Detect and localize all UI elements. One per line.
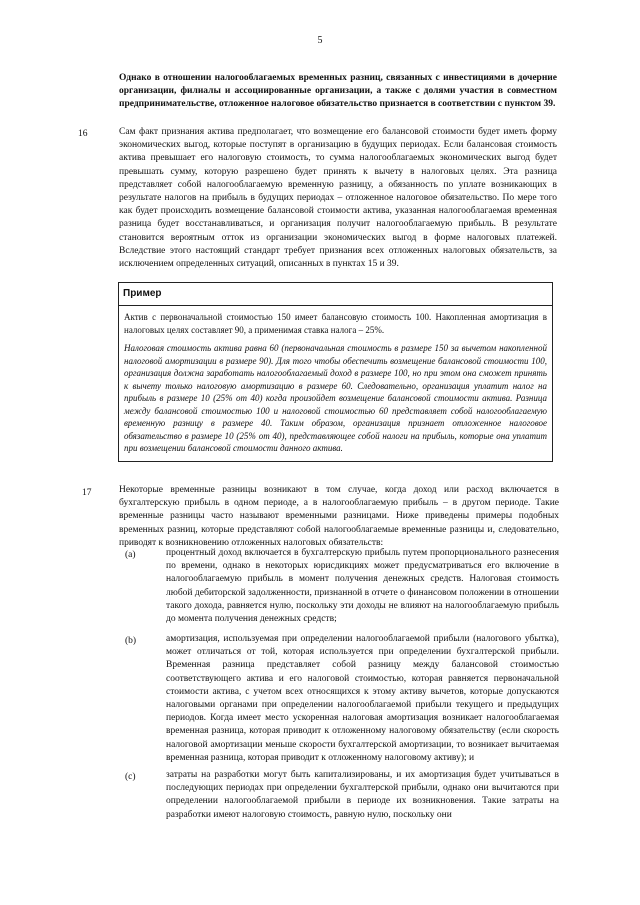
item-text-b: амортизация, используемая при определении налогооблагаемой прибыли (налогового убытка), может отличаться от той, которая используется при определении бухгалтерской прибыли. Временная разница представляет собой разницу между балансовой стоимостью соответствующего актива и его налоговой стоимостью, которая равняется первоначальной стоимости актива, с учетом всех относящихся к этому активу вычетов, которые допускаются налоговыми органами при определении налогооблагаемой прибыли текущего и предыдущих периодов. Когда имеет место ускоренная налоговая амортизация возникает налогооблагаемая временная разница, которая приводит к отложенному налоговому обязательству (если скорость налоговой амортизации меньше скорости бухгалтерской амортизации, то возникает вычитаемая временная разница, которая приводит к отложенному налоговому активу); и [166, 634, 559, 763]
example-explanation: Налоговая стоимость актива равна 60 (первоначальная стоимость в размере 150 за вычетом накопленной налоговой амортизации в размере 90). Для того чтобы обеспечить возмещение балансовой стоимости 100, организация должна заработать налогооблагаемый доход в размере 100, но при этом она сможет принять к вычету только налоговую амортизацию в размере 60. Следовательно, организация уплатит налог на прибыль в размере 10 (25% от 40) когда произойдет возмещение балансовой стоимости актива. Разница между балансовой стоимостью 100 и налоговой стоимостью 60 представляет собой налогооблагаемую временную разницу в размере 40. Таким образом, организация признает отложенное налоговое обязательство в размере 10 (25% от 40), представляющее собой налоги на прибыль, которые она уплатит при возмещении балансовой стоимости данного актива. [124, 343, 547, 453]
example-body [119, 306, 552, 455]
example-box [118, 282, 553, 462]
item-label-c: (c) [125, 772, 136, 782]
item-label-a: (a) [125, 550, 136, 560]
item-text-c: затраты на разработки могут быть капитализированы, и их амортизация будет учитываться в последующих периодах при определении бухгалтерской прибыли, однако они вычитаются при определении налогооблагаемой прибыли в периоде их возникновения. Такие затраты на разработки имеют налоговую стоимость, равную нулю, поскольку они [166, 770, 559, 820]
paragraph-number-17: 17 [82, 488, 92, 498]
paragraph-17-text: Некоторые временные разницы возникают в том случае, когда доход или расход включается в бухгалтерскую прибыль в одном периоде, а в налогооблагаемую прибыль – в другом периоде. Такие временные разницы часто называют временными разницами. Ниже приведены примеры подобных временных разниц, которые представляют собой налогооблагаемые временные разницы и, следовательно, приводят к возникновению отложенных налоговых обязательств: [119, 485, 559, 548]
section-heading: Однако в отношении налогооблагаемых временных разниц, связанных с инвестициями в дочерние организации, филиалы и ассоциированные организации, а также с долями участия в совместном предпринимательстве, отложенное налоговое обязательство признается в соответствии с пунктом 39. [119, 73, 557, 109]
paragraph-16-text: Сам факт признания актива предполагает, что возмещение его балансовой стоимости будет иметь форму экономических выгод, которые поступят в организацию в будущих периодах. Если балансовая стоимость актива превышает его налоговую стоимость, то сумма налогооблагаемых экономических выгод будет превышать сумму, которую разрешено будет принять к вычету в налоговых целях. Эта разница представляет собой налогооблагаемую временную разницу, а обязанность по уплате возникающих в результате налогов на прибыль в будущих периодах – отложенное налоговое обязательство. По мере того как будет происходить возмещение балансовой стоимости актива, указанная налогооблагаемая временная разница будет восстанавливаться, и организация получит налогооблагаемую прибыль. В результате становится вероятным отток из организации экономических выгод в форме налоговых платежей. Вследствие этого настоящий стандарт требует признания всех отложенных налоговых обязательств, за исключением определенных ситуаций, описанных в пунктах 15 и 39. [119, 127, 557, 270]
item-text-a: процентный доход включается в бухгалтерскую прибыль путем пропорционального разнесения по времени, однако в некоторых юрисдикциях может предусматриваться его включение в налогооблагаемую прибыль в момент получения денежных средств. Налоговая стоимость любой дебиторской задолженности, признанной в отчете о финансовом положении в отношении такого дохода, равняется нулю, поскольку эти доходы не влияют на налогооблагаемую прибыль до момента получения денежных средств; [166, 548, 559, 625]
paragraph-number-16: 16 [78, 129, 88, 139]
example-title: Пример [119, 283, 552, 306]
page-number: 5 [317, 35, 323, 46]
example-intro: Актив с первоначальной стоимостью 150 имеет балансовую стоимость 100. Накопленная амортизация в налоговых целях составляет 90, а применимая ставка налога – 25%. [124, 312, 547, 335]
item-label-b: (b) [125, 636, 137, 646]
